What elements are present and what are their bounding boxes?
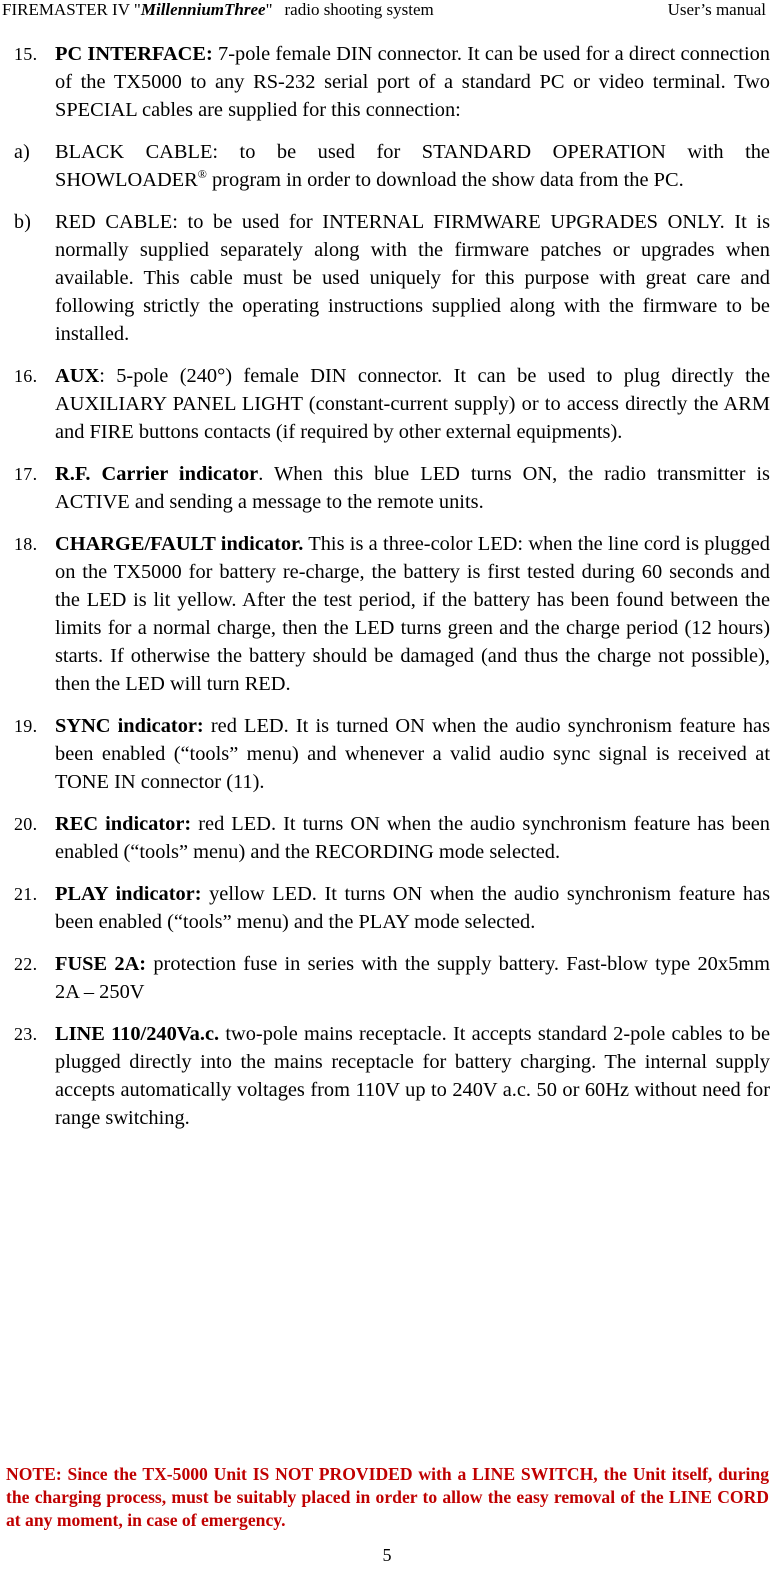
list-item-15 — [14, 40, 770, 124]
header-system: radio shooting system — [284, 0, 434, 19]
list-item-16 — [14, 362, 770, 446]
item-text: : 5-pole (240°) female DIN connector. It can be used to plug directly the AUXILIARY PANEL LIGHT (constant-current supply) or to access directly the ARM and FIRE buttons contacts (if required by other external equipments). — [55, 365, 770, 443]
item-text: . When this blue LED turns ON, the radio transmitter is ACTIVE and sending a message to the remote units. — [55, 463, 770, 513]
item-heading: R.F. Carrier indicator — [55, 463, 259, 485]
header-title — [2, 0, 434, 20]
header-brand-name: MillenniumThree — [140, 0, 266, 19]
item-text: BLACK CABLE: to be used for STANDARD OPERATION with the SHOWLOADER — [55, 141, 770, 191]
list-item-17 — [14, 460, 770, 516]
list-item-21 — [14, 880, 770, 936]
item-heading: PLAY indicator: — [55, 883, 202, 905]
item-heading: FUSE 2A: — [55, 953, 147, 975]
item-number: 23. — [14, 1024, 38, 1044]
item-text-continued: program in order to download the show data from the PC. — [206, 169, 684, 191]
item-text: RED CABLE: to be used for INTERNAL FIRMWARE UPGRADES ONLY. It is normally supplied separately along with the firmware patches or upgrades when available. This cable must be used uniquely for this purpose with great care and following strictly the operating instructions supplied along with the firmware to be installed. — [55, 211, 770, 345]
emergency-note: NOTE: Since the TX-5000 Unit IS NOT PROVIDED with a LINE SWITCH, the Unit itself, during the charging process, must be suitably placed in order to allow the easy removal of the LINE CORD at any moment, in case of emergency. — [6, 1464, 769, 1530]
list-item-22 — [14, 950, 770, 1006]
item-number: 21. — [14, 884, 38, 904]
item-text: This is a three-color LED: when the line cord is plugged on the TX5000 for battery re-charge, the battery is first tested during 60 seconds and the LED is lit yellow. After the test period, if the battery has been found between the limits for a normal charge, then the LED turns green and the charge period (12 hours) starts. If otherwise the battery should be damaged (and thus the charge not possible), then the LED will turn RED. — [55, 533, 770, 695]
item-number: 20. — [14, 814, 38, 834]
list-item-b — [14, 208, 770, 348]
item-number: a) — [14, 141, 31, 163]
item-number: 19. — [14, 716, 38, 736]
registered-mark: ® — [197, 167, 207, 181]
header-manual-label: User’s manual — [667, 0, 766, 19]
item-number: 15. — [14, 44, 38, 64]
header-brand-prefix: FIREMASTER IV " — [2, 0, 141, 19]
item-heading: SYNC indicator: — [55, 715, 204, 737]
item-text: red LED. It is turned ON when the audio synchronism feature has been enabled (“tools” menu) and whenever a valid audio sync signal is received at TONE IN connector (11). — [55, 715, 770, 793]
list-item-a — [14, 138, 770, 194]
item-list — [14, 40, 770, 1146]
item-heading: REC indicator: — [55, 813, 192, 835]
list-item-23 — [14, 1020, 770, 1132]
header-brand-suffix: " — [265, 0, 273, 19]
page-header — [2, 0, 766, 22]
item-text: yellow LED. It turns ON when the audio synchronism feature has been enabled (“tools” menu) and the PLAY mode selected. — [55, 883, 771, 933]
item-heading: PC INTERFACE: — [55, 43, 213, 65]
item-number: 22. — [14, 954, 38, 974]
page-number: 5 — [382, 1545, 392, 1565]
item-text: protection fuse in series with the supply battery. Fast-blow type 20x5mm 2A – 250V — [55, 953, 770, 1003]
item-text: 7-pole female DIN connector. It can be used for a direct connection of the TX5000 to any RS-232 serial port of a standard PC or video terminal. Two SPECIAL cables are supplied for this connection: — [55, 43, 771, 121]
item-number: 16. — [14, 366, 38, 386]
list-item-19 — [14, 712, 770, 796]
item-number: 18. — [14, 534, 38, 554]
item-heading: LINE 110/240Va.c. — [55, 1023, 220, 1045]
list-item-20 — [14, 810, 770, 866]
item-number: b) — [14, 211, 32, 233]
item-heading: CHARGE/FAULT indicator. — [55, 533, 304, 555]
item-number: 17. — [14, 464, 38, 484]
list-item-18 — [14, 530, 770, 698]
item-text: red LED. It turns ON when the audio synchronism feature has been enabled (“tools” menu) and the RECORDING mode selected. — [55, 813, 770, 863]
item-text: two-pole mains receptacle. It accepts standard 2-pole cables to be plugged directly into the mains receptacle for battery charging. The internal supply accepts automatically voltages from 110V up to 240V a.c. 50 or 60Hz without need for range switching. — [55, 1023, 770, 1129]
item-heading: AUX — [55, 365, 100, 387]
